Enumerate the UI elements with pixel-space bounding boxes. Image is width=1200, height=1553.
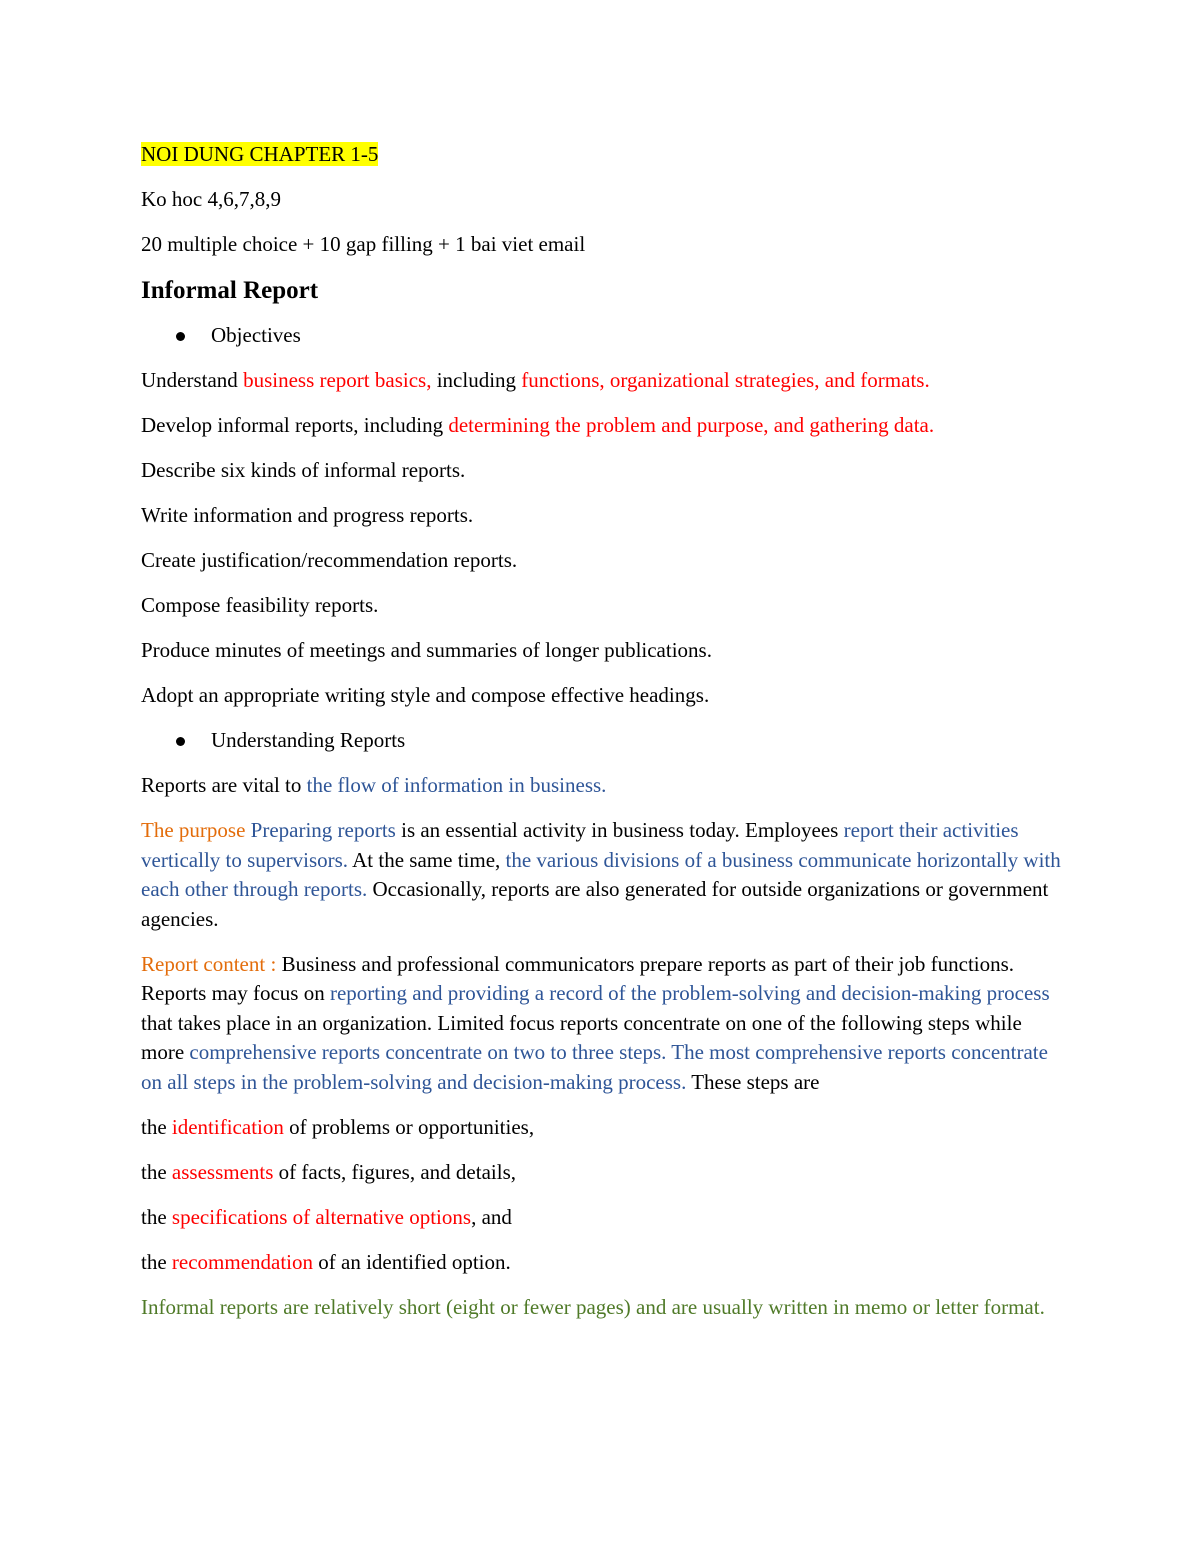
bullet-item-understanding-reports: Understanding Reports bbox=[141, 726, 1066, 756]
objective-5: Create justification/recommendation reports. bbox=[141, 548, 518, 572]
bullet-item-objectives: Objectives bbox=[141, 321, 1066, 351]
objective-1: Understand business report basics, including functions, organizational strategies, and formats. bbox=[141, 368, 930, 392]
objective-6: Compose feasibility reports. bbox=[141, 593, 379, 617]
step-specifications: the specifications of alternative options, and bbox=[141, 1204, 512, 1229]
step-recommendation: the recommendation of an identified option. bbox=[141, 1249, 511, 1274]
report-content-paragraph: Report content : Business and professional communicators prepare reports as part of their job functions. Reports may focus on reporting and providing a record of the problem-solving and decision-making process that takes place in an organization. Limited focus reports concentrate on one of the following steps while more comprehensive reports concentrate on two to three steps. The most comprehensive reports concentrate on all steps in the problem-solving and decision-making process. These steps are bbox=[141, 951, 1050, 1094]
closing-paragraph: Informal reports are relatively short (eight or fewer pages) and are usually written in memo or letter format. bbox=[141, 1294, 1045, 1319]
title-line bbox=[141, 140, 1066, 170]
excluded-chapters-line: Ko hoc 4,6,7,8,9 bbox=[141, 187, 281, 211]
objective-7: Produce minutes of meetings and summaries of longer publications. bbox=[141, 638, 712, 662]
exam-format-line: 20 multiple choice + 10 gap filling + 1 bai viet email bbox=[141, 232, 586, 256]
objective-4: Write information and progress reports. bbox=[141, 503, 474, 527]
step-assessments: the assessments of facts, figures, and details, bbox=[141, 1159, 516, 1184]
bullet-dot-icon bbox=[176, 332, 185, 341]
objective-8: Adopt an appropriate writing style and compose effective headings. bbox=[141, 683, 710, 707]
document-body bbox=[141, 140, 1066, 1338]
bullet-list-understanding bbox=[141, 726, 1066, 756]
reports-vital-paragraph: Reports are vital to the flow of information in business. bbox=[141, 773, 607, 797]
highlighted-title: NOI DUNG CHAPTER 1-5 bbox=[141, 142, 379, 166]
purpose-paragraph: The purpose Preparing reports is an essential activity in business today. Employees report their activities vertically to supervisors. At the same time, the various divisions of a business communicate horizontally with each other through reports. Occasionally, reports are also generated for outside organizations or government agencies. bbox=[141, 818, 1061, 931]
step-identification: the identification of problems or opportunities, bbox=[141, 1114, 535, 1139]
bullet-dot-icon bbox=[176, 737, 185, 746]
bullet-list-objectives bbox=[141, 321, 1066, 351]
objective-3: Describe six kinds of informal reports. bbox=[141, 458, 466, 482]
objective-2: Develop informal reports, including determining the problem and purpose, and gathering data. bbox=[141, 413, 935, 437]
section-heading: Informal Report bbox=[141, 277, 319, 304]
